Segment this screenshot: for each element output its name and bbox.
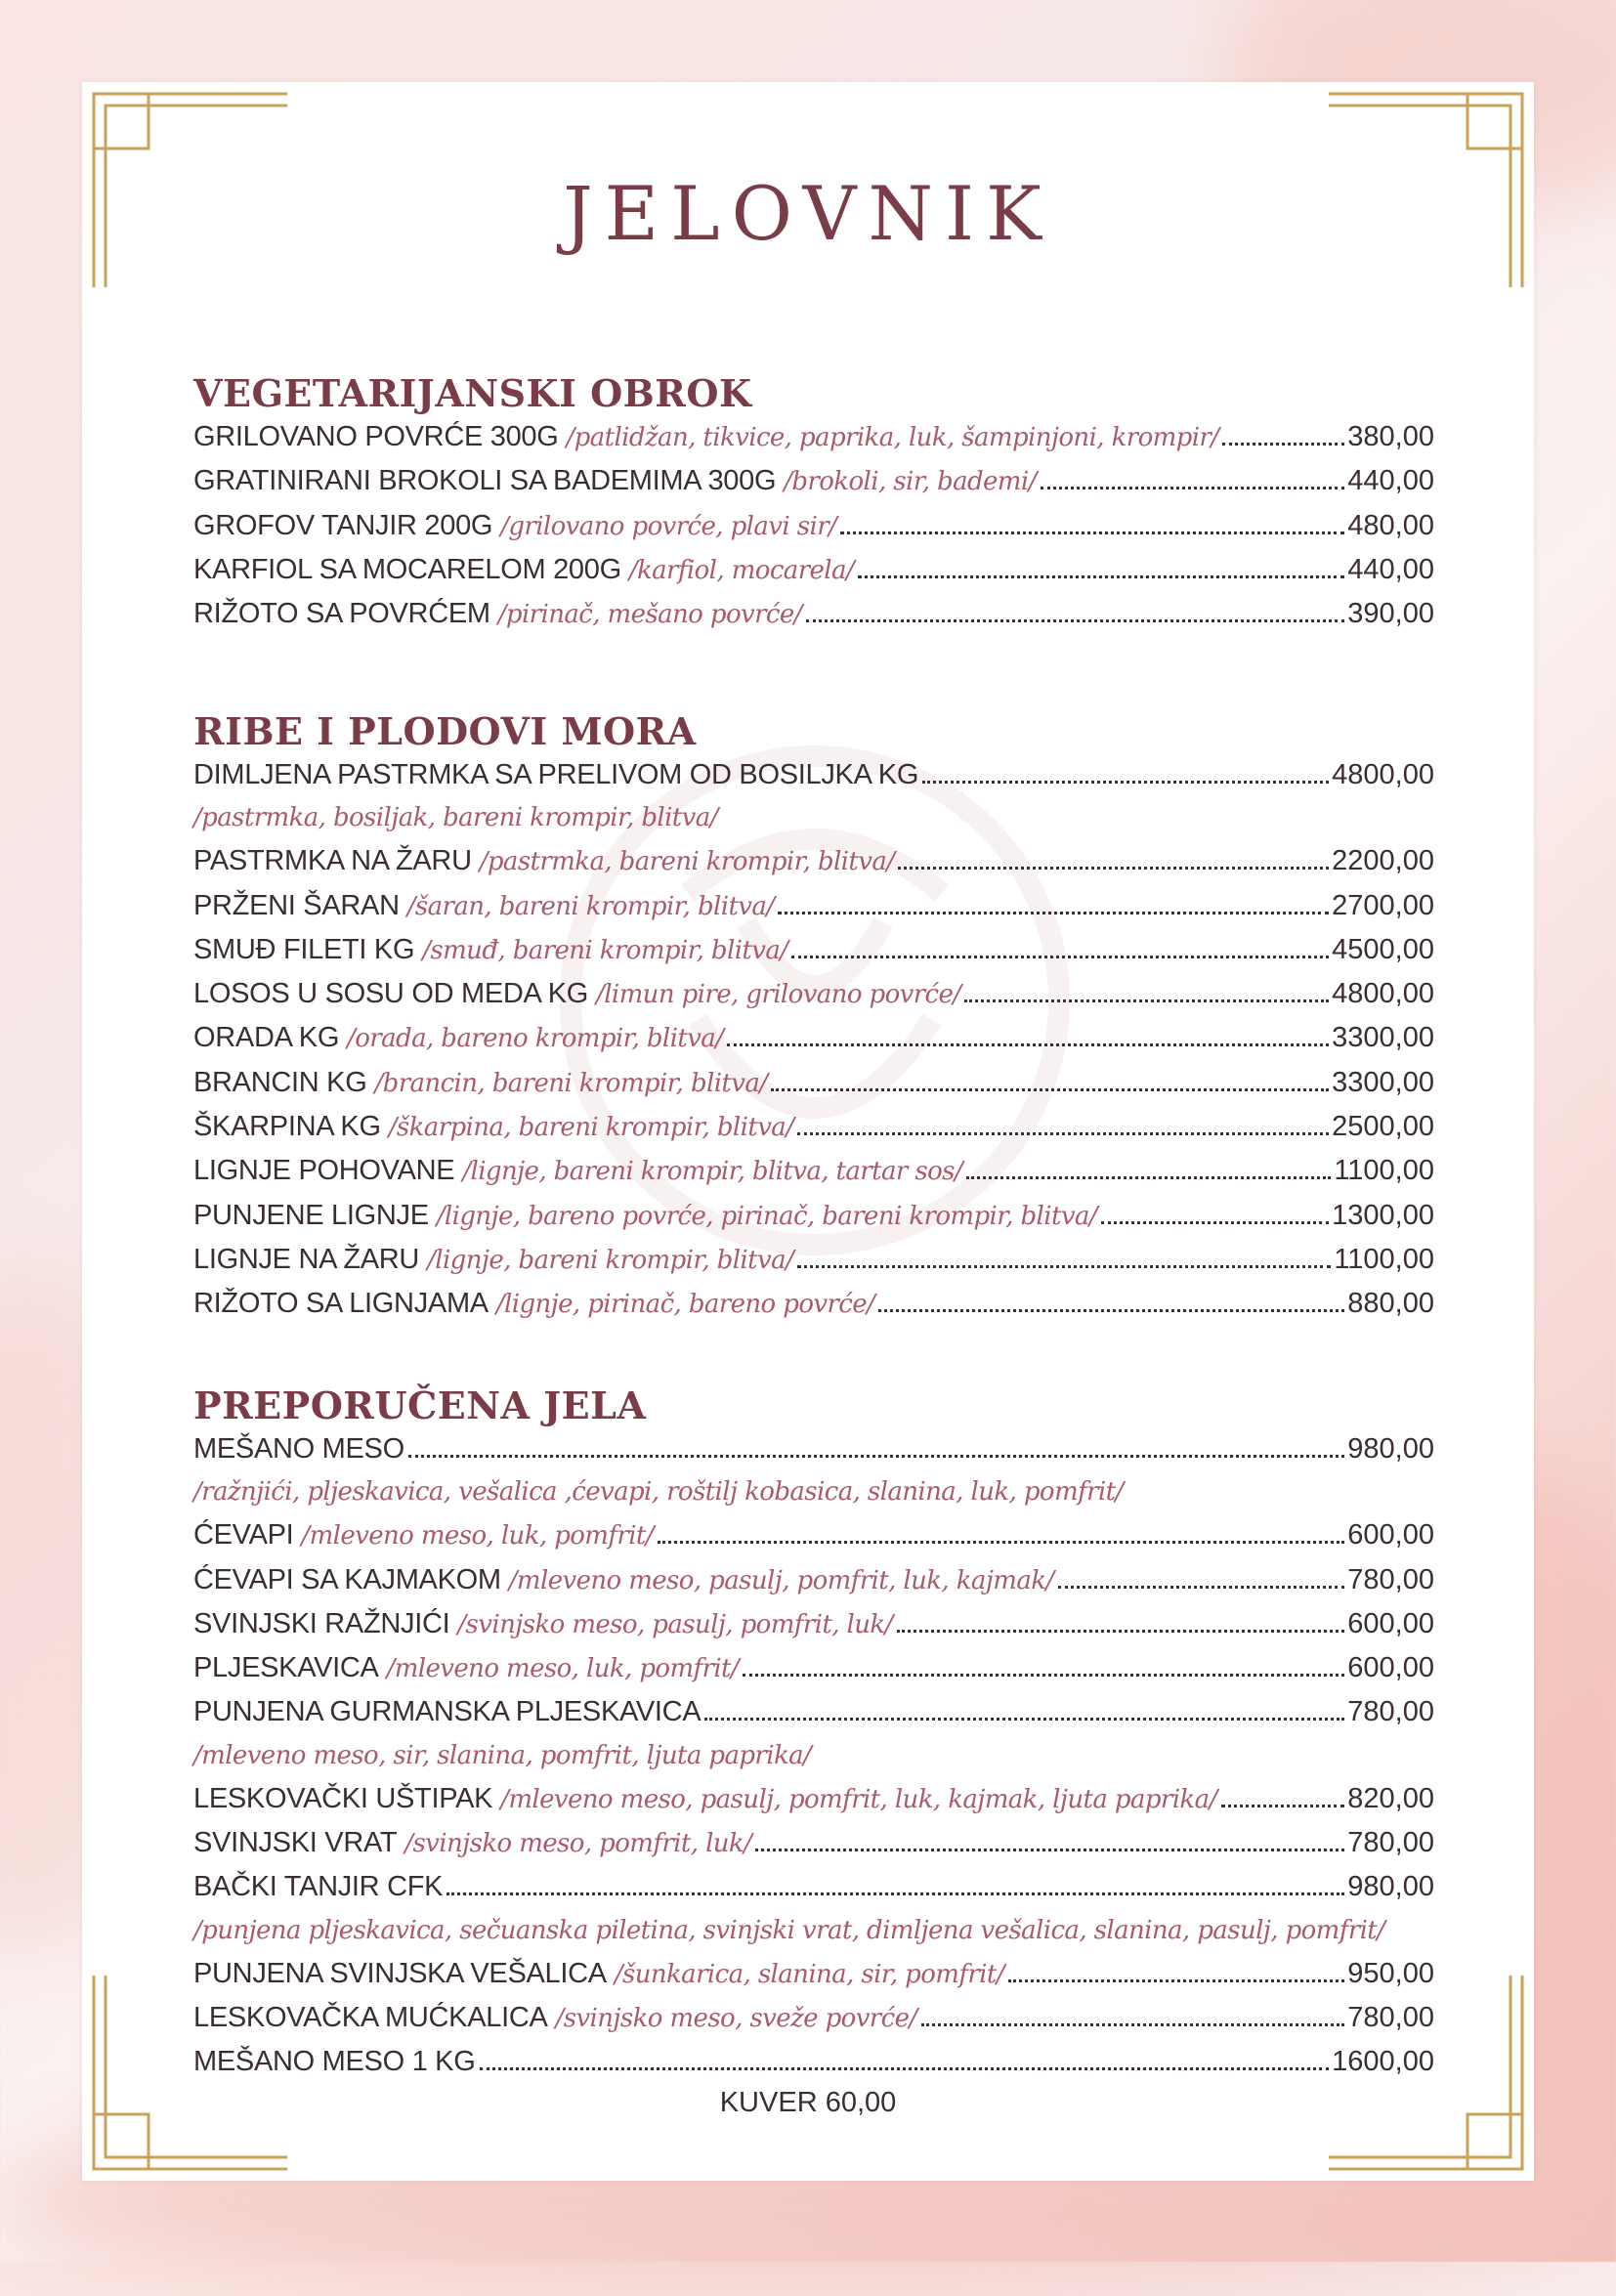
menu-item <box>193 1288 1434 1332</box>
item-description: /orada, bareno krompir, blitva/ <box>347 1024 724 1054</box>
item-name: MEŠANO MESO 1 KG <box>193 2046 476 2078</box>
item-description-line <box>193 1477 1434 1519</box>
menu-item <box>193 554 1434 598</box>
item-name: LESKOVAČKA MUĆKALICA <box>193 2001 548 2033</box>
item-name: ORADA KG <box>193 1022 340 1054</box>
dot-leader <box>1008 1979 1344 1982</box>
dot-leader <box>921 2023 1345 2026</box>
item-name: RIŽOTO SA LIGNJAMA <box>193 1288 489 1320</box>
menu-item <box>193 845 1434 889</box>
item-description: /svinjsko meso, pasulj, pomfrit, luk/ <box>457 1609 893 1639</box>
item-name: ŠKARPINA KG <box>193 1111 381 1143</box>
item-name: PRŽENI ŠARAN <box>193 889 400 921</box>
dot-leader <box>771 1088 1329 1091</box>
item-name: PLJESKAVICA <box>193 1652 379 1684</box>
item-price: 1100,00 <box>1334 1243 1434 1275</box>
item-description: /lignje, bareni krompir, blitva, tartar sos/ <box>462 1157 963 1187</box>
section-heading: RIBE I PLODOVI MORA <box>193 709 697 753</box>
item-name: MEŠANO MESO <box>193 1433 404 1465</box>
menu-item <box>193 1022 1434 1066</box>
menu-item <box>193 1200 1434 1244</box>
item-name: RIŽOTO SA POVRĆEM <box>193 598 490 630</box>
item-name: ĆEVAPI <box>193 1519 294 1552</box>
menu-item <box>193 1433 1434 1477</box>
dot-leader <box>658 1541 1344 1544</box>
item-price: 2200,00 <box>1332 845 1434 877</box>
item-description: /svinjsko meso, sveže povrće/ <box>555 2003 917 2033</box>
item-name: DIMLJENA PASTRMKA SA PRELIVOM OD BOSILJKA KG <box>193 759 919 790</box>
dot-leader <box>704 1718 1344 1721</box>
menu-item <box>193 2002 1434 2046</box>
item-price: 980,00 <box>1347 1433 1434 1465</box>
dot-leader <box>797 1132 1329 1135</box>
menu-item <box>193 1783 1434 1827</box>
dot-leader <box>1221 1805 1345 1807</box>
item-description: /šunkarica, slanina, sir, pomfrit/ <box>614 1959 1004 1989</box>
section-recommended <box>193 1383 1434 2091</box>
item-price: 780,00 <box>1347 1563 1434 1595</box>
item-price: 4500,00 <box>1332 933 1434 965</box>
menu-item <box>193 934 1434 978</box>
item-description: /patlidžan, tikvice, paprika, luk, šampinjoni, krompir/ <box>566 423 1219 452</box>
dot-leader <box>1041 487 1345 489</box>
item-price: 780,00 <box>1347 1827 1434 1859</box>
item-description: /brancin, bareni krompir, blitva/ <box>374 1068 768 1098</box>
menu-item <box>193 1827 1434 1871</box>
menu-item <box>193 1564 1434 1608</box>
item-description: /mleveno meso, pasulj, pomfrit, luk, kajmak, ljuta paprika/ <box>500 1784 1217 1814</box>
item-description: /mleveno meso, luk, pomfrit/ <box>301 1521 654 1552</box>
menu-item <box>193 598 1434 642</box>
menu-item <box>193 978 1434 1022</box>
dot-leader <box>922 781 1329 784</box>
dot-leader <box>743 1674 1344 1677</box>
dot-leader <box>898 867 1329 870</box>
item-description: /ražnjići, pljeskavica, vešalica ,ćevapi, roštilj kobasica, slanina, luk, pomfrit/ <box>193 1477 1124 1508</box>
item-name: SVINJSKI RAŽNJIĆI <box>193 1607 450 1639</box>
item-price: 390,00 <box>1347 598 1434 630</box>
item-description-line <box>193 803 1434 845</box>
item-price: 440,00 <box>1347 465 1434 497</box>
item-description: /limun pire, grilovano povrće/ <box>596 980 961 1010</box>
item-name: PUNJENE LIGNJE <box>193 1199 429 1231</box>
item-price: 600,00 <box>1347 1607 1434 1639</box>
dot-leader <box>840 531 1344 534</box>
menu-item <box>193 465 1434 509</box>
item-name: LESKOVAČKI UŠTIPAK <box>193 1782 493 1814</box>
item-description: /lignje, bareno povrće, pirinač, bareni krompir, blitva/ <box>436 1201 1097 1231</box>
item-name: LOSOS U SOSU OD MEDA KG <box>193 978 589 1010</box>
item-name: SMUĐ FILETI KG <box>193 933 415 965</box>
item-price: 2500,00 <box>1332 1111 1434 1143</box>
dot-leader <box>408 1455 1344 1458</box>
section-heading: VEGETARIJANSKI OBROK <box>193 371 752 415</box>
item-description-line <box>193 1916 1434 1958</box>
dot-leader <box>791 956 1329 958</box>
item-description: /škarpina, bareni krompir, blitva/ <box>388 1113 794 1143</box>
menu-item <box>193 1111 1434 1155</box>
menu-item <box>193 421 1434 465</box>
item-name: PUNJENA GURMANSKA PLJESKAVICA <box>193 1696 702 1728</box>
item-description: /lignje, pirinač, bareno povrće/ <box>495 1290 875 1320</box>
item-price: 950,00 <box>1347 1957 1434 1989</box>
menu-item <box>193 510 1434 554</box>
item-price: 1100,00 <box>1334 1155 1434 1187</box>
item-description: /svinjsko meso, pomfrit, luk/ <box>404 1829 752 1859</box>
section-heading: PREPORUČENA JELA <box>193 1383 647 1427</box>
menu-item <box>193 1608 1434 1652</box>
dot-leader <box>447 1892 1344 1895</box>
dot-leader <box>806 619 1344 622</box>
item-price: 2700,00 <box>1332 889 1434 921</box>
item-name: KARFIOL SA MOCARELOM 200G <box>193 553 621 585</box>
dot-leader <box>727 1043 1329 1046</box>
item-name: BAČKI TANJIR CFK <box>193 1871 444 1903</box>
item-name: SVINJSKI VRAT <box>193 1827 398 1859</box>
item-price: 600,00 <box>1347 1519 1434 1552</box>
menu-item <box>193 1067 1434 1111</box>
item-description: /grilovano povrće, plavi sir/ <box>500 511 837 541</box>
item-description: /smuđ, bareni krompir, blitva/ <box>422 935 788 965</box>
item-description: /mleveno meso, luk, pomfrit/ <box>386 1654 740 1684</box>
menu-item <box>193 1652 1434 1696</box>
item-name: GROFOV TANJIR 200G <box>193 509 493 541</box>
item-name: GRILOVANO POVRĆE 300G <box>193 421 559 452</box>
item-description: /brokoli, sir, bademi/ <box>784 467 1037 497</box>
item-price: 820,00 <box>1347 1782 1434 1814</box>
item-description: /lignje, bareni krompir, blitva/ <box>427 1245 794 1275</box>
menu-item <box>193 1519 1434 1563</box>
cover-charge: KUVER 60,00 <box>719 2087 897 2118</box>
menu-item <box>193 759 1434 803</box>
dot-leader <box>797 1265 1331 1268</box>
item-price: 780,00 <box>1347 2001 1434 2033</box>
item-price: 4800,00 <box>1332 978 1434 1010</box>
item-description: /pastrmka, bareni krompir, blitva/ <box>479 847 895 877</box>
item-name: LIGNJE POHOVANE <box>193 1155 455 1187</box>
item-description: /mleveno meso, sir, slanina, pomfrit, ljuta paprika/ <box>193 1740 812 1770</box>
item-name: PUNJENA SVINJSKA VEŠALICA <box>193 1957 607 1989</box>
item-description-line <box>193 1741 1434 1783</box>
menu-item <box>193 1871 1434 1915</box>
item-description: /mleveno meso, pasulj, pomfrit, luk, kajmak/ <box>508 1565 1054 1595</box>
menu-item <box>193 1696 1434 1740</box>
dot-leader <box>1101 1221 1329 1224</box>
dot-leader <box>778 912 1329 914</box>
item-price: 480,00 <box>1347 509 1434 541</box>
item-price: 440,00 <box>1347 553 1434 585</box>
dot-leader <box>1222 443 1344 446</box>
dot-leader <box>966 1176 1331 1179</box>
section-fish-seafood <box>193 709 1434 1333</box>
menu-item <box>193 1155 1434 1199</box>
item-price: 4800,00 <box>1332 759 1434 790</box>
dot-leader <box>878 1309 1344 1312</box>
item-description: /pastrmka, bosiljak, bareni krompir, blitva/ <box>193 803 718 833</box>
item-description: /pirinač, mešano povrće/ <box>497 600 802 630</box>
item-name: BRANCIN KG <box>193 1066 367 1098</box>
section-vegetarian <box>193 371 1434 642</box>
item-name: LIGNJE NA ŽARU <box>193 1243 420 1275</box>
dot-leader <box>755 1849 1344 1851</box>
item-description: /karfiol, mocarela/ <box>628 555 855 585</box>
item-price: 3300,00 <box>1332 1066 1434 1098</box>
item-description: /šaran, bareni krompir, blitva/ <box>406 891 775 921</box>
item-name: ĆEVAPI SA KAJMAKOM <box>193 1563 501 1595</box>
dot-leader <box>1058 1586 1345 1589</box>
dot-leader <box>480 2067 1330 2070</box>
menu-item <box>193 890 1434 934</box>
item-name: GRATINIRANI BROKOLI SA BADEMIMA 300G <box>193 465 777 497</box>
dot-leader <box>964 999 1329 1002</box>
dot-leader <box>858 575 1344 578</box>
item-price: 380,00 <box>1347 421 1434 452</box>
item-price: 980,00 <box>1347 1871 1434 1903</box>
menu-item <box>193 1958 1434 2002</box>
menu-card <box>82 82 1534 2181</box>
item-price: 3300,00 <box>1332 1022 1434 1054</box>
item-description: /punjena pljeskavica, sečuanska piletina, svinjski vrat, dimljena vešalica, slanina, pasulj, pomfrit/ <box>193 1915 1385 1945</box>
menu-title: JELOVNIK <box>563 170 1053 257</box>
item-price: 880,00 <box>1347 1288 1434 1320</box>
item-price: 780,00 <box>1347 1696 1434 1728</box>
menu-item <box>193 2046 1434 2090</box>
item-price: 600,00 <box>1347 1652 1434 1684</box>
dot-leader <box>897 1630 1345 1633</box>
item-name: PASTRMKA NA ŽARU <box>193 845 472 877</box>
menu-item <box>193 1244 1434 1288</box>
item-price: 1300,00 <box>1332 1199 1434 1231</box>
item-price: 1600,00 <box>1332 2046 1434 2078</box>
